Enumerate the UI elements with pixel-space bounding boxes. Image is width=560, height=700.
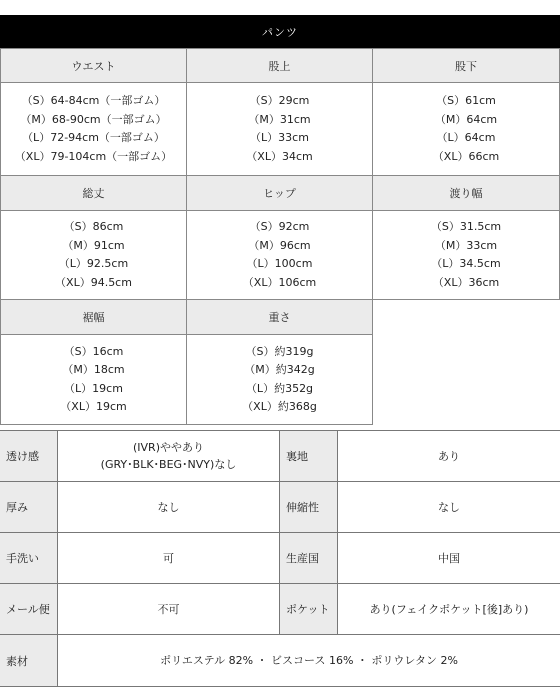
size-value: （M）約342g bbox=[244, 363, 315, 376]
spec-label-material: 素材 bbox=[0, 635, 58, 686]
size-row-3 bbox=[0, 300, 560, 425]
size-label: 裾幅 bbox=[0, 300, 186, 335]
spec-value-pocket: あり(フェイクポケット[後]あり) bbox=[369, 602, 529, 616]
size-value: （S）16cm bbox=[63, 344, 124, 358]
spec-value-material: ポリエステル 82% ・ ビスコース 16% ・ ポリウレタン 2% bbox=[160, 654, 458, 667]
spec-label-pocket: ポケット bbox=[280, 584, 338, 634]
spec-value-line: (GRY･BLK･BEG･NVY)なし bbox=[100, 458, 237, 471]
size-value: （XL）106cm bbox=[242, 275, 317, 289]
size-cell-thigh bbox=[373, 176, 560, 300]
size-label: ヒップ bbox=[187, 176, 372, 211]
size-value: （M）64cm bbox=[434, 112, 498, 126]
size-values bbox=[187, 335, 372, 425]
size-cell-length bbox=[0, 176, 187, 300]
spec-label-lining: 裏地 bbox=[280, 431, 338, 481]
size-value: （S）31.5cm bbox=[430, 220, 502, 233]
size-row-2 bbox=[0, 176, 560, 300]
size-label: 重さ bbox=[187, 300, 372, 335]
size-label: 総丈 bbox=[0, 176, 186, 211]
size-cell-hip bbox=[187, 176, 373, 300]
size-value: （L）100cm bbox=[246, 257, 313, 270]
size-grid bbox=[0, 48, 560, 413]
size-values bbox=[187, 83, 372, 176]
size-values bbox=[187, 211, 372, 300]
size-cell-weight bbox=[187, 300, 373, 425]
size-value: （S）29cm bbox=[249, 94, 310, 107]
size-value: （XL）19cm bbox=[60, 400, 127, 413]
size-value: （M）68-90cm（一部ゴム） bbox=[20, 112, 167, 126]
size-cell-waist bbox=[0, 48, 187, 176]
size-value: （L）34.5cm bbox=[431, 257, 501, 270]
spec-value-thickness: なし bbox=[58, 482, 280, 532]
spec-label-sheer: 透け感 bbox=[0, 431, 58, 481]
spec-row-handwash bbox=[0, 533, 560, 584]
spec-row-material bbox=[0, 635, 560, 687]
spec-label-handwash: 手洗い bbox=[0, 533, 58, 583]
size-value: （L）72-94cm（一部ゴム） bbox=[22, 131, 165, 144]
size-value: （L）33cm bbox=[250, 131, 309, 144]
size-value: （M）91cm bbox=[62, 238, 125, 252]
size-value: （L）64cm bbox=[436, 131, 496, 144]
size-value: （L）92.5cm bbox=[58, 257, 129, 270]
size-values bbox=[0, 211, 186, 300]
size-value: （M）33cm bbox=[434, 238, 498, 252]
size-value: （XL）34cm bbox=[246, 149, 313, 163]
size-value: （L）19cm bbox=[64, 381, 123, 395]
size-label: 渡り幅 bbox=[373, 176, 559, 211]
size-label: ウエスト bbox=[0, 48, 186, 83]
spec-row-sheer bbox=[0, 431, 560, 482]
size-values bbox=[373, 83, 559, 176]
size-value: （S）約319g bbox=[245, 344, 314, 358]
size-value: （M）96cm bbox=[248, 238, 311, 252]
size-value: （XL）36cm bbox=[432, 275, 500, 289]
spec-value-line: (IVR)ややあり bbox=[133, 441, 204, 454]
spec-value-origin: 中国 bbox=[438, 551, 460, 565]
spec-row-thickness bbox=[0, 482, 560, 533]
spec-row-mail bbox=[0, 584, 560, 635]
size-value: （XL）約368g bbox=[242, 400, 317, 413]
spec-table bbox=[0, 430, 560, 687]
spec-label-stretch: 伸縮性 bbox=[280, 482, 338, 532]
size-cell-rise bbox=[187, 48, 373, 176]
page-title: パンツ bbox=[0, 15, 560, 48]
spec-value-stretch: なし bbox=[438, 500, 460, 514]
size-cell-inseam bbox=[373, 48, 560, 176]
spec-value-sheer bbox=[58, 431, 280, 481]
size-label: 股上 bbox=[187, 48, 372, 83]
size-label: 股下 bbox=[373, 48, 559, 83]
size-row-1 bbox=[0, 48, 560, 176]
spec-label-thickness: 厚み bbox=[0, 482, 58, 532]
size-value: （S）61cm bbox=[436, 94, 496, 107]
size-value: （M）31cm bbox=[248, 112, 311, 126]
size-values bbox=[373, 211, 559, 300]
spec-label-origin: 生産国 bbox=[280, 533, 338, 583]
size-values bbox=[0, 83, 186, 176]
size-values bbox=[0, 335, 186, 425]
spec-value-handwash: 可 bbox=[58, 533, 280, 583]
spec-value-lining: あり bbox=[438, 449, 460, 463]
spec-label-mail: メール便 bbox=[0, 584, 58, 634]
size-value: （S）86cm bbox=[63, 220, 124, 233]
size-value: （XL）66cm bbox=[432, 149, 500, 163]
size-value: （L）約352g bbox=[245, 381, 314, 395]
size-cell-hem bbox=[0, 300, 187, 425]
size-value: （S）92cm bbox=[249, 220, 310, 233]
size-value: （M）18cm bbox=[62, 363, 125, 376]
size-value: （XL）79-104cm（一部ゴム） bbox=[14, 149, 173, 163]
spec-value-mail: 不可 bbox=[58, 584, 280, 634]
size-value: （S）64-84cm（一部ゴム） bbox=[21, 94, 166, 107]
size-value: （XL）94.5cm bbox=[55, 275, 132, 289]
